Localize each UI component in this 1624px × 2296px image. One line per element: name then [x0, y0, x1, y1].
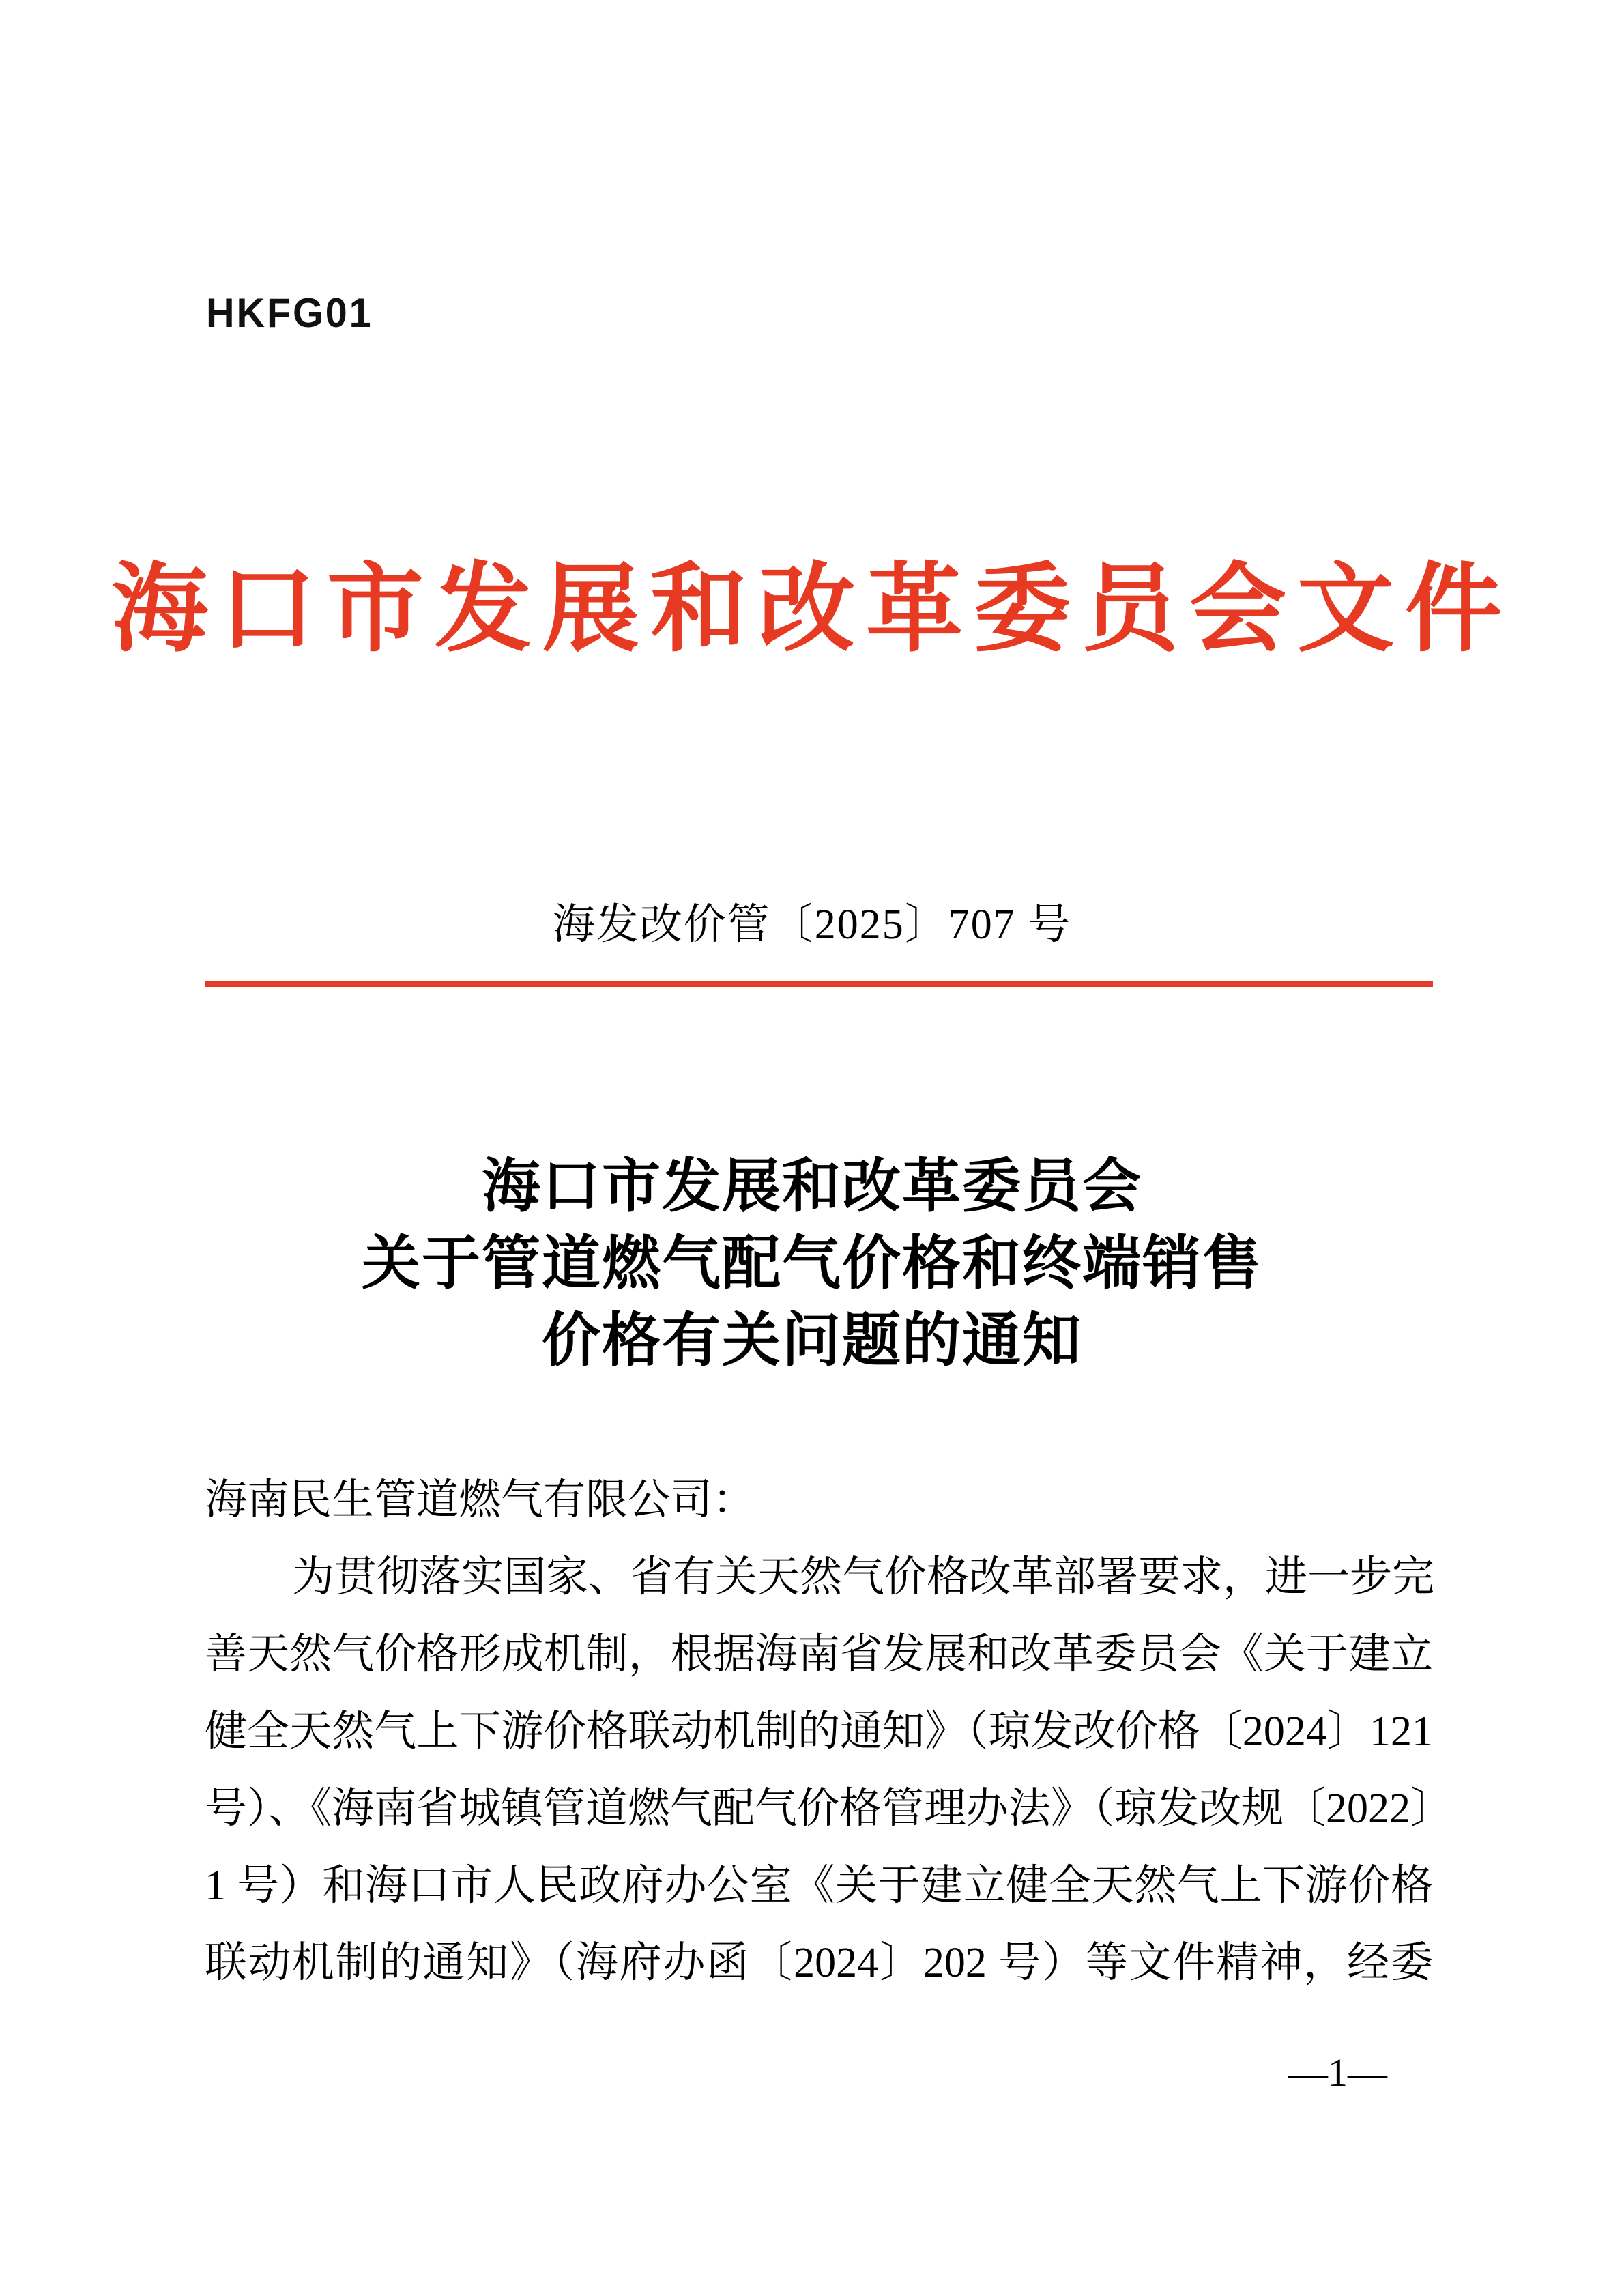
page-number: —1— [1288, 2050, 1387, 2095]
body-line: 为贯彻落实国家、省有关天然气价格改革部署要求，进一步完 [292, 1554, 1435, 1601]
document-code: HKFG01 [206, 290, 373, 336]
body-line: 号）、《海南省城镇管道燃气配气价格管理办法》（琼发改规〔2022〕 [205, 1785, 1453, 1832]
recipient-salutation: 海南民生管道燃气有限公司： [205, 1477, 755, 1523]
notice-title-line-3: 价格有关问题的通知 [542, 1308, 1082, 1373]
body-line: 健全天然气上下游价格联动机制的通知》（琼发改价格〔2024〕121 [205, 1708, 1433, 1755]
body-line: 1 号）和海口市人民政府办公室《关于建立健全天然气上下游价格 [205, 1863, 1433, 1909]
body-line: 联动机制的通知》（海府办函〔2024〕202 号）等文件精神，经委 [205, 1940, 1433, 1986]
notice-title-line-1: 海口市发展和改革委员会 [482, 1153, 1142, 1219]
notice-title-line-2: 关于管道燃气配气价格和终端销售 [362, 1231, 1262, 1296]
notice-title [0, 1148, 1624, 1379]
agency-letterhead-title: 海口市发展和改革委员会文件 [111, 556, 1513, 663]
notice-body [205, 1462, 1453, 2002]
red-divider-line [205, 981, 1433, 987]
body-line: 善天然气价格形成机制，根据海南省发展和改革委员会《关于建立 [205, 1631, 1433, 1678]
document-reference-number: 海发改价管〔2025〕707 号 [552, 902, 1072, 948]
